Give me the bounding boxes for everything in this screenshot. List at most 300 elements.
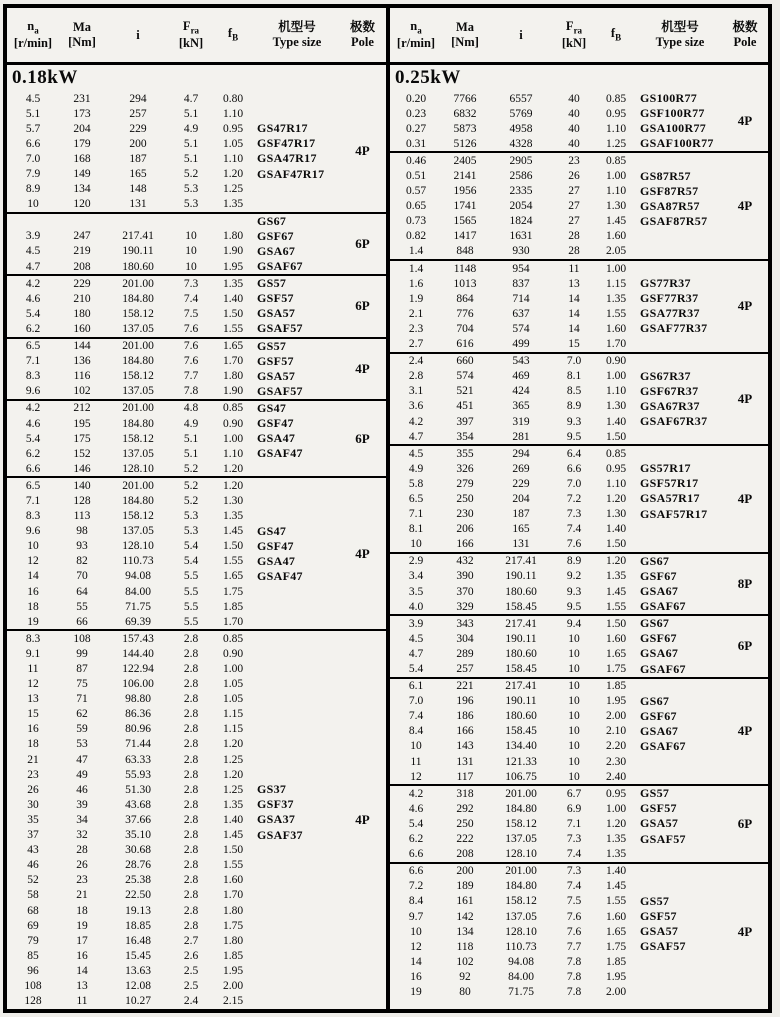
- table-row: [7, 692, 339, 707]
- fra-value: 5.5: [183, 600, 199, 613]
- ma-value: 82: [76, 555, 88, 568]
- i-value: 18.85: [125, 919, 151, 932]
- na-value: 4.5: [408, 447, 424, 460]
- table-row: [7, 91, 339, 106]
- type-size-label: GSAF77R37: [640, 321, 708, 336]
- ma-value: 616: [456, 338, 474, 351]
- na-value: 12: [27, 678, 39, 691]
- na-value: 13: [27, 693, 39, 706]
- column-header-type: [638, 8, 722, 62]
- table-row: [7, 291, 339, 306]
- na-value: 2.9: [408, 555, 424, 568]
- i-value: 190.11: [505, 632, 537, 645]
- fra-value: 14: [568, 322, 580, 335]
- na-value: 4.5: [408, 632, 424, 645]
- spec-block-2: [390, 151, 768, 259]
- na-value: 7.1: [408, 508, 424, 521]
- fra-value: 5.3: [183, 510, 199, 523]
- column-header-unit: Type size: [655, 35, 705, 49]
- ma-value: 140: [73, 479, 91, 492]
- fra-value: 10: [568, 632, 580, 645]
- fb-value: 1.50: [605, 538, 627, 551]
- i-value: 184.80: [122, 494, 154, 507]
- na-value: 5.8: [408, 477, 424, 490]
- fb-value: 1.10: [605, 185, 627, 198]
- fra-value: 2.8: [183, 829, 199, 842]
- na-value: 26: [27, 783, 39, 796]
- na-value: 9.6: [25, 525, 41, 538]
- spec-block-1: [390, 91, 768, 151]
- i-value: 158.12: [122, 307, 154, 320]
- fb-value: 1.35: [222, 510, 244, 523]
- i-value: 158.12: [122, 432, 154, 445]
- column-header-main: Ma: [72, 20, 92, 34]
- fb-value: 1.40: [605, 865, 627, 878]
- fb-value: 1.45: [605, 880, 627, 893]
- type-size-label: GSA47: [257, 553, 296, 568]
- fra-value: 2.8: [183, 738, 199, 751]
- table-row: [390, 646, 722, 661]
- fra-value: 2.5: [183, 979, 199, 992]
- type-size-label: GSAF47: [257, 568, 303, 583]
- spec-block-rows: [390, 153, 722, 259]
- type-size-label: GSF57: [257, 353, 294, 368]
- fra-value: 10: [185, 245, 197, 258]
- table-row: [390, 354, 722, 369]
- ma-value: 189: [456, 880, 474, 893]
- type-size-label: GS67: [640, 553, 670, 568]
- fra-value: 7.6: [566, 925, 582, 938]
- type-size-label: GSA37: [257, 812, 296, 827]
- i-value: 4328: [509, 137, 533, 150]
- fb-value: 1.50: [605, 430, 627, 443]
- i-value: 6557: [509, 92, 533, 105]
- na-value: 6.6: [25, 462, 41, 475]
- ma-value: 195: [73, 417, 91, 430]
- ma-value: 1565: [453, 215, 477, 228]
- table-row: [7, 828, 339, 843]
- na-value: 6.2: [408, 833, 424, 846]
- fra-value: 27: [568, 215, 580, 228]
- fb-value: 1.95: [222, 964, 244, 977]
- fb-value: 1.20: [222, 768, 244, 781]
- table-row: [390, 909, 722, 924]
- ma-value: 355: [456, 447, 474, 460]
- na-value: 23: [27, 768, 39, 781]
- fra-value: 7.5: [566, 895, 582, 908]
- table-row: [7, 994, 339, 1009]
- fb-value: 2.15: [222, 995, 244, 1008]
- fra-value: 5.5: [183, 570, 199, 583]
- table-row: [7, 384, 339, 399]
- column-header-fra: [554, 8, 594, 62]
- fra-value: 5.5: [183, 615, 199, 628]
- type-size-label: GSAF67: [257, 259, 303, 274]
- na-value: 0.20: [405, 92, 427, 105]
- na-value: 2.3: [408, 322, 424, 335]
- i-value: 94.08: [125, 570, 151, 583]
- column-header-subscript: B: [615, 32, 622, 43]
- na-value: 0.27: [405, 122, 427, 135]
- ma-value: 229: [73, 277, 91, 290]
- i-value: 128.10: [505, 925, 537, 938]
- fb-value: 1.60: [605, 230, 627, 243]
- type-size-label: GSAF57: [257, 321, 303, 336]
- type-size-label: GS100R77: [640, 91, 698, 106]
- column-header-type: [255, 8, 339, 62]
- fb-value: 1.10: [605, 122, 627, 135]
- fb-value: 1.35: [222, 198, 244, 211]
- table-row: [390, 969, 722, 984]
- ma-value: 848: [456, 245, 474, 258]
- type-size-label: GSF57: [640, 801, 677, 816]
- i-value: 43.68: [125, 798, 151, 811]
- ma-value: 864: [456, 292, 474, 305]
- i-value: 217.41: [505, 555, 537, 568]
- i-value: 1631: [509, 230, 533, 243]
- ma-value: 55: [76, 600, 88, 613]
- fra-value: 2.8: [183, 723, 199, 736]
- fb-value: 1.85: [605, 680, 627, 693]
- fra-value: 14: [568, 292, 580, 305]
- ma-value: 166: [456, 538, 474, 551]
- fra-value: 13: [568, 277, 580, 290]
- table-row: [390, 136, 722, 151]
- i-value: 257: [129, 107, 147, 120]
- fb-value: 1.65: [605, 925, 627, 938]
- na-value: 16: [27, 723, 39, 736]
- fra-value: 4.9: [183, 122, 199, 135]
- i-value: 201.00: [505, 787, 537, 800]
- type-size-label: GS57: [257, 338, 287, 353]
- fb-value: 1.85: [222, 600, 244, 613]
- type-size-label: GSA67R37: [640, 398, 700, 413]
- fra-value: 7.6: [566, 910, 582, 923]
- fra-value: 2.8: [183, 632, 199, 645]
- type-size-label: GSA100R77: [640, 121, 707, 136]
- column-header-main: i: [136, 27, 140, 42]
- i-value: 319: [512, 415, 530, 428]
- pole-rating-label: 4P: [737, 390, 753, 406]
- fb-value: 1.10: [605, 385, 627, 398]
- table-row: [7, 524, 339, 539]
- ma-value: 257: [456, 663, 474, 676]
- fb-value: 1.80: [222, 934, 244, 947]
- spec-block-rows: [7, 401, 339, 476]
- na-value: 4.5: [25, 92, 41, 105]
- ma-value: 6832: [453, 107, 477, 120]
- type-size-label: GSA57: [640, 816, 679, 831]
- fra-value: 5.2: [183, 494, 199, 507]
- pole-rating-label: 6P: [737, 815, 753, 831]
- spec-block-4: [390, 352, 768, 445]
- na-value: 7.2: [408, 880, 424, 893]
- na-value: 8.3: [25, 510, 41, 523]
- type-size-label: GSA57: [257, 368, 296, 383]
- fra-value: 40: [568, 122, 580, 135]
- fb-value: 1.35: [605, 570, 627, 583]
- i-value: 28.76: [125, 859, 151, 872]
- pole-rating-label: 8P: [737, 576, 753, 591]
- type-size-label: GS67: [640, 693, 670, 708]
- type-size-label: GSF67: [257, 228, 294, 243]
- na-value: 2.1: [408, 307, 424, 320]
- fb-value: 1.20: [222, 479, 244, 492]
- type-size-label: GSF47R17: [257, 136, 316, 151]
- i-value: 121.33: [505, 755, 537, 768]
- table-row: [390, 801, 722, 816]
- fb-value: 1.95: [605, 970, 627, 983]
- type-size-label: GSF67: [640, 631, 677, 646]
- table-row: [7, 963, 339, 978]
- i-value: 424: [512, 385, 530, 398]
- fb-value: 1.55: [222, 859, 244, 872]
- table-row: [390, 739, 722, 754]
- fra-value: 7.7: [183, 370, 199, 383]
- pole-rating-label: 4P: [355, 545, 370, 561]
- i-value: 25.38: [125, 874, 151, 887]
- ma-value: 2141: [453, 170, 477, 183]
- type-size-label: GSA47: [257, 431, 296, 446]
- fb-value: 1.15: [605, 277, 627, 290]
- type-size-label: GSF67: [640, 568, 677, 583]
- na-value: 2.7: [408, 338, 424, 351]
- fra-value: 27: [568, 200, 580, 213]
- table-row: [390, 984, 722, 999]
- fb-value: 1.10: [605, 477, 627, 490]
- na-value: 12: [410, 770, 422, 783]
- fra-value: 10: [568, 663, 580, 676]
- na-value: 0.73: [405, 215, 427, 228]
- na-value: 10: [410, 740, 422, 753]
- fb-value: 1.40: [222, 292, 244, 305]
- i-value: 19.13: [125, 904, 151, 917]
- na-value: 11: [27, 663, 39, 676]
- column-header-fra: [171, 8, 211, 62]
- fb-value: 0.85: [222, 632, 244, 645]
- fb-value: 1.00: [605, 262, 627, 275]
- spec-block-rows: [390, 261, 722, 352]
- fra-value: 7.8: [566, 985, 582, 998]
- fra-value: 5.3: [183, 198, 199, 211]
- na-value: 3.9: [408, 617, 424, 630]
- i-value: 84.00: [125, 585, 151, 598]
- fb-value: 1.00: [222, 432, 244, 445]
- na-value: 6.6: [408, 865, 424, 878]
- table-row: [390, 476, 722, 491]
- type-size-label: GSAF57R17: [640, 506, 708, 521]
- fb-value: 1.70: [222, 615, 244, 628]
- table-row: [7, 493, 339, 508]
- column-header-unit: [r/min]: [13, 36, 53, 51]
- na-value: 4.2: [25, 277, 41, 290]
- ma-value: 222: [456, 833, 474, 846]
- i-value: 184.80: [505, 802, 537, 815]
- table-row: [390, 709, 722, 724]
- type-size-label: GSF47: [257, 538, 294, 553]
- na-value: 0.46: [405, 154, 427, 167]
- table-row: [390, 786, 722, 801]
- i-value: 2054: [509, 200, 533, 213]
- ma-value: 71: [76, 693, 88, 706]
- i-value: 217.41: [505, 617, 537, 630]
- na-value: 10: [27, 540, 39, 553]
- ma-value: 149: [73, 168, 91, 181]
- spec-block-rows: [390, 679, 722, 785]
- ma-value: 66: [76, 615, 88, 628]
- i-value: 837: [512, 277, 530, 290]
- type-size-label: GS57R17: [640, 461, 691, 476]
- table-row: [390, 569, 722, 584]
- fra-value: 9.3: [566, 585, 582, 598]
- column-header-pole: [339, 8, 386, 62]
- type-size-label: GSA57R17: [640, 491, 700, 506]
- fb-value: 1.75: [222, 919, 244, 932]
- i-value: 201.00: [122, 277, 154, 290]
- na-value: 4.7: [408, 647, 424, 660]
- table-row: [7, 873, 339, 888]
- na-value: 7.4: [408, 710, 424, 723]
- column-header-main: $n_a$: [410, 18, 422, 36]
- na-value: 4.2: [25, 402, 41, 415]
- table-row: [390, 461, 722, 476]
- na-value: 0.65: [405, 200, 427, 213]
- na-value: 1.6: [408, 277, 424, 290]
- i-value: 281: [512, 430, 530, 443]
- ma-value: 118: [456, 940, 474, 953]
- ma-value: 292: [456, 802, 474, 815]
- spec-block-rows: [390, 91, 722, 151]
- i-value: 110.73: [122, 555, 154, 568]
- fra-value: 27: [568, 185, 580, 198]
- i-value: 37.66: [125, 813, 151, 826]
- table-row: [390, 879, 722, 894]
- ma-value: 179: [73, 137, 91, 150]
- na-value: 9.1: [25, 647, 41, 660]
- fra-value: 2.8: [183, 768, 199, 781]
- table-row: [390, 199, 722, 214]
- fra-value: 40: [568, 92, 580, 105]
- type-size-label: GS47: [257, 400, 287, 415]
- fra-value: 7.6: [183, 340, 199, 353]
- i-value: 71.75: [125, 600, 151, 613]
- i-value: 12.08: [125, 979, 151, 992]
- fra-value: 28: [568, 230, 580, 243]
- ma-value: 117: [456, 770, 474, 783]
- na-value: 8.4: [408, 725, 424, 738]
- ma-value: 210: [73, 292, 91, 305]
- ma-value: 390: [456, 570, 474, 583]
- i-value: 543: [512, 355, 530, 368]
- fb-value: 1.50: [222, 540, 244, 553]
- fra-value: 8.9: [566, 555, 582, 568]
- ma-value: 142: [456, 910, 474, 923]
- i-value: 157.43: [122, 632, 154, 645]
- fb-value: 1.85: [605, 955, 627, 968]
- table-row: [7, 707, 339, 722]
- spec-block-5: [390, 444, 768, 552]
- type-size-label: GS37: [257, 782, 287, 797]
- ma-value: 136: [73, 355, 91, 368]
- fb-value: 1.55: [605, 307, 627, 320]
- ma-value: 17: [76, 934, 88, 947]
- table-row: [390, 616, 722, 631]
- ma-value: 99: [76, 647, 88, 660]
- na-value: 8.3: [25, 370, 41, 383]
- ma-value: 144: [73, 340, 91, 353]
- ma-value: 21: [76, 889, 88, 902]
- fra-value: 7.4: [183, 292, 199, 305]
- table-row: [7, 461, 339, 476]
- i-value: 184.80: [122, 417, 154, 430]
- table-row: [7, 354, 339, 369]
- i-value: 137.05: [122, 525, 154, 538]
- ma-value: 120: [73, 198, 91, 211]
- fra-value: 2.8: [183, 708, 199, 721]
- fb-value: 1.20: [222, 168, 244, 181]
- ma-value: 279: [456, 477, 474, 490]
- spec-block-rows: [390, 446, 722, 552]
- ma-value: 64: [76, 585, 88, 598]
- i-value: 294: [512, 447, 530, 460]
- i-value: 294: [129, 92, 147, 105]
- table-row: [7, 646, 339, 661]
- table-row: [390, 939, 722, 954]
- i-value: 201.00: [505, 865, 537, 878]
- fra-value: 10: [568, 755, 580, 768]
- column-header-subscript: a: [417, 25, 422, 36]
- na-value: 8.4: [408, 895, 424, 908]
- table-row: [7, 782, 339, 797]
- ma-value: 521: [456, 385, 474, 398]
- fra-value: 5.3: [183, 525, 199, 538]
- na-value: 3.1: [408, 385, 424, 398]
- ma-value: 143: [456, 740, 474, 753]
- table-row: [390, 446, 722, 461]
- table-row: [7, 369, 339, 384]
- fra-value: 9.4: [566, 617, 582, 630]
- ma-value: 34: [76, 813, 88, 826]
- type-size-label: GSA67: [640, 646, 679, 661]
- na-value: 0.51: [405, 170, 427, 183]
- table-row: [390, 214, 722, 229]
- fra-value: 7.8: [566, 970, 582, 983]
- i-value: 4958: [509, 122, 533, 135]
- fb-value: 1.00: [605, 170, 627, 183]
- fb-value: 1.35: [222, 277, 244, 290]
- table-row: [7, 903, 339, 918]
- table-row: [390, 168, 722, 183]
- fb-value: 0.85: [605, 92, 627, 105]
- column-header-i: [488, 8, 554, 62]
- fra-value: 2.8: [183, 647, 199, 660]
- fra-value: 7.5: [183, 307, 199, 320]
- ma-value: 134: [456, 925, 474, 938]
- column-header-subscript: B: [232, 32, 239, 43]
- ma-value: 160: [73, 322, 91, 335]
- table-row: [390, 399, 722, 414]
- table-row: [390, 91, 722, 106]
- type-size-label: GSAF57: [640, 939, 686, 954]
- na-value: 2.4: [408, 355, 424, 368]
- spec-block-1: [7, 91, 386, 212]
- i-value: 110.73: [505, 940, 537, 953]
- fra-value: 5.2: [183, 462, 199, 475]
- ma-value: 451: [456, 400, 474, 413]
- fra-value: 2.5: [183, 964, 199, 977]
- table-row: [7, 978, 339, 993]
- fra-value: 5.5: [183, 585, 199, 598]
